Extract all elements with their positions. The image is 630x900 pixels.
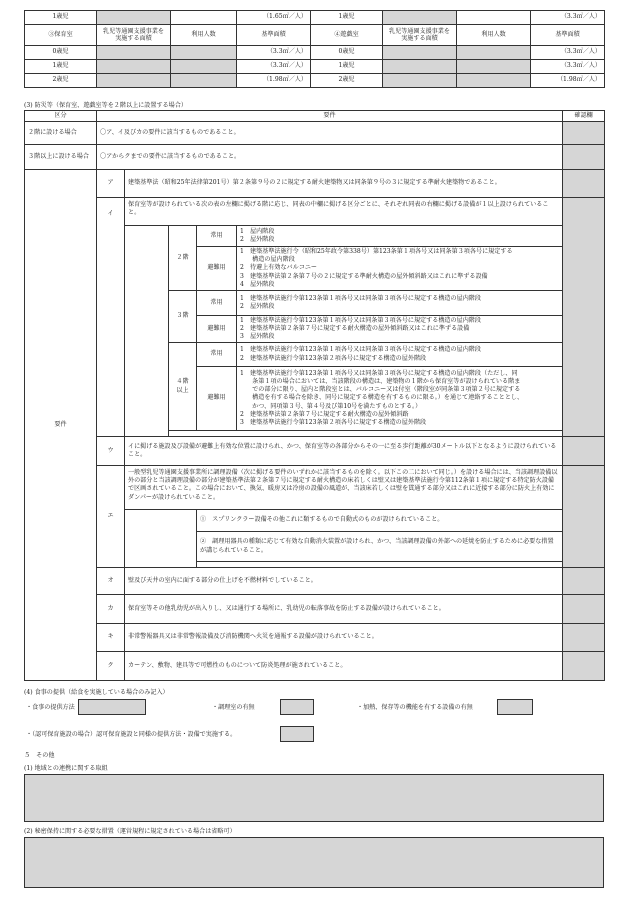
req-text-i: 保育室等が設けられている次の表の左欄に掲げる階に応じ、同表の中欄に掲げる区分ごとに、それぞれ同表の右欄に掲げる設備が１以上設けられていること。 (125, 198, 563, 226)
section-heading-meal: (4) 食事の提供（給食を実施している場合のみ記入） (24, 689, 169, 696)
floor-4-label: ４階 (176, 378, 189, 386)
confidentiality-heading: (2) 秘密保持に関する必要な措置（運営規程に規定されている場合は省略可） (24, 828, 236, 835)
support-area-input[interactable] (383, 60, 457, 74)
confidentiality-textarea[interactable] (24, 837, 604, 888)
kubun-hinan: 避難用 (197, 316, 237, 343)
room-header-hoikushitsu: ③保育室 (25, 25, 97, 46)
table-row (25, 60, 605, 74)
row-label: 0歳児 (25, 46, 97, 60)
row-label: 2歳児 (25, 74, 97, 88)
users-input[interactable] (457, 46, 531, 60)
equip-3f-regular: 1 建築基準法施行令第123条第１項各号又は同条第３項各号に規定する構造の屋内階段 2 屋外階段 (237, 291, 563, 316)
req-letter-ka: カ (97, 595, 125, 624)
req-letter-o: オ (97, 568, 125, 595)
users-header: 利用人数 (171, 25, 237, 46)
equip-4f-evac: 1 建築基準法施行令第123条第１項各号又は同条第３項各号に規定する構造の屋内階段（ただし、同 条第１項の場合においては、当該階段の構造は、建築物の１階から保育室等が設けられている階ま での部分に限り、屋内と階段室とは、バルコニー又は付室（階段室が同条第３項第２号に規定する 構造を有する場合を除き、同号に規定する構造を有するものに限る。）を通じて連絡することとし、 かつ、同項第３号、第４号及び第10号を満たすものとする。） 2 建築基準法第２条第７号に規定する耐火構造の屋外傾斜路 3 建築基準法施行令第123条第２項各号に規定する構造の屋外階段 (237, 367, 563, 431)
users-header: 利用人数 (457, 25, 531, 46)
check-cell[interactable] (563, 624, 605, 652)
table-row (25, 74, 605, 88)
check-cell[interactable] (563, 122, 605, 145)
req-text-e: 一般型乳児等通園支援事業所に調理設備（次に掲げる要件のいずれかに該当するものを除く。以下この二において同じ。）を設ける場合には、当該調理設備以外の部分と当該調理設備の部分が建築基準法第２条第７号に規定する耐火構造の床若しくは壁又は建築基準法施行令第112条第１項に規定する特定防火設備で区画されていること。この場合において、換気、暖房又は冷房の設備の風道が、当該床若しくは壁を貫通する部分又はこれに近接する部分に防火上有効にダンパーが設けられていること。 (125, 466, 563, 510)
check-cell[interactable] (563, 145, 605, 170)
std-area-value: （3.3㎡／人） (531, 46, 605, 60)
equip-4f-regular: 1 建築基準法施行令第123条第１項各号又は同条第３項各号に規定する構造の屋内階段 2 建築基準法施行令第123条第２項各号に規定する構造の屋外階段 (237, 343, 563, 367)
fire-safety-table (24, 110, 605, 681)
users-input[interactable] (457, 74, 531, 88)
support-area-input[interactable] (97, 46, 171, 60)
std-area-header: 基準面積 (237, 25, 311, 46)
meal-method-input[interactable] (78, 699, 146, 715)
row-label: 1歳児 (25, 11, 97, 25)
row-label: 1歳児 (311, 11, 383, 25)
users-input[interactable] (171, 60, 237, 74)
users-input[interactable] (171, 11, 237, 25)
support-area-input[interactable] (97, 11, 171, 25)
req-letter-a: ア (97, 170, 125, 198)
row-label-3f: ３階以上に設ける場合 (25, 145, 97, 170)
floor-3: ３階 (169, 291, 197, 343)
std-area-value: （3.3㎡／人） (237, 60, 311, 74)
row-label: 1歳児 (311, 60, 383, 74)
room-header-yugishitsu: ④遊戯室 (311, 25, 383, 46)
support-area-input[interactable] (97, 74, 171, 88)
heating-equipment-label: ・加熱、保存等の機能を有する設備の有無 (357, 704, 473, 711)
check-cell[interactable] (563, 568, 605, 595)
row-label: 1歳児 (25, 60, 97, 74)
check-cell[interactable] (563, 466, 605, 568)
cooking-room-input[interactable] (280, 699, 314, 715)
support-area-header: 乳児等通園支援事業を実施する面積 (383, 25, 457, 46)
std-area-value: （1.98㎡／人） (531, 74, 605, 88)
req-text-ka: 保育室等その他乳幼児が出入りし、又は通行する場所に、乳幼児の転落事故を防止する設備が設けられていること。 (125, 595, 563, 624)
row-label: 0歳児 (311, 46, 383, 60)
std-area-value: （3.3㎡／人） (237, 46, 311, 60)
floor-2: ２階 (169, 226, 197, 291)
floor-4-suffix: 以上 (176, 386, 189, 394)
req-letter-ku: ク (97, 652, 125, 681)
req-text-u: イに掲げる施設及び設備が避難上有効な位置に設けられ、かつ、保育室等の各部分からその一に至る歩行距離が30メートル以下となるように設けられていること。 (125, 437, 563, 466)
kubun-jouyou: 常用 (197, 343, 237, 367)
req-text-o: 壁及び天井の室内に面する部分の仕上げを不燃材料でしていること。 (125, 568, 563, 595)
col-header-requirement: 要件 (97, 111, 563, 122)
cooking-room-label: ・調理室の有無 (212, 704, 255, 711)
std-area-value: （3.3㎡／人） (531, 11, 605, 25)
std-area-value: （3.3㎡／人） (531, 60, 605, 74)
table-row (25, 46, 605, 60)
req-text-a: 建築基準法（昭和25年法律第201号）第２条第９号の２に規定する耐火建築物又は同条第９号の３に規定する準耐火建築物であること。 (125, 170, 563, 198)
community-textarea[interactable] (24, 774, 604, 822)
support-area-input[interactable] (383, 11, 457, 25)
requirements-label: 要件 (25, 170, 97, 681)
equip-3f-evac: 1 建築基準法施行令第123条第１項各号又は同条第３項各号に規定する構造の屋内階段 2 建築基準法第２条第７号に規定する耐火構造の屋外傾斜路又はこれに準ずる設備 3 屋外階段 (237, 316, 563, 343)
section-heading-fire: (3) 防災等（保育室、遊戯室等を２階以上に設置する場合） (24, 102, 187, 109)
req-letter-i: イ (97, 198, 125, 437)
users-input[interactable] (457, 60, 531, 74)
equip-2f-evac: 1 建築基準法施行令（昭和25年政令第338号）第123条第１項各号又は同条第３項各号に規定する 構造の屋内階段 2 待避上有効なバルコニー 3 建築基準法第２条第７号の２に規定する準耐火構造の屋外傾斜路又はこれに準ずる設備 4 屋外階段 (237, 247, 563, 291)
area-table (24, 10, 605, 88)
req-sub-e2: ② 調理用器具の種類に応じて有効な自動消火装置が設けられ、かつ、当該調理設備の外部への延焼を防止するために必要な措置が講じられていること。 (197, 532, 563, 562)
row-label-2f: ２階に設ける場合 (25, 122, 97, 145)
support-area-input[interactable] (383, 74, 457, 88)
users-input[interactable] (171, 46, 237, 60)
row-label: 2歳児 (311, 74, 383, 88)
heating-equipment-input[interactable] (497, 699, 533, 715)
support-area-input[interactable] (97, 60, 171, 74)
floor-4-plus (169, 343, 197, 431)
users-input[interactable] (171, 74, 237, 88)
nursery-method-label: ・（認可保育施設の場合）認可保育施設と同様の提供方法・設備で実施する。 (26, 731, 237, 738)
req-text-ki: 非常警報器具又は非常警報設備及び消防機関へ火災を通報する設備が設けられていること。 (125, 624, 563, 652)
req-sub-e1: ① スプリンクラー設備その他これに類するもので自動式のものが設けられていること。 (197, 510, 563, 532)
kubun-hinan: 避難用 (197, 367, 237, 431)
std-area-value: （1.65㎡／人） (237, 11, 311, 25)
community-heading: (1) 地域との連携に関する取組 (24, 765, 108, 772)
users-input[interactable] (457, 11, 531, 25)
req-text-ku: カーテン、敷物、建具等で可燃性のものについて防炎処理が施されていること。 (125, 652, 563, 681)
kubun-jouyou: 常用 (197, 226, 237, 247)
col-header-check: 確認欄 (563, 111, 605, 122)
equip-2f-regular: 1 屋内階段 2 屋外階段 (237, 226, 563, 247)
std-area-value: （1.98㎡／人） (237, 74, 311, 88)
req-letter-ki: キ (97, 624, 125, 652)
col-header-kubun: 区分 (25, 111, 97, 122)
check-cell[interactable] (563, 170, 605, 198)
check-cell[interactable] (563, 595, 605, 624)
support-area-input[interactable] (383, 46, 457, 60)
req-letter-e: エ (97, 466, 125, 568)
meal-method-label: ・食事の提供方法 (26, 704, 75, 711)
check-cell[interactable] (563, 652, 605, 681)
section-heading-other: ５ その他 (24, 752, 55, 759)
row-text-3f: 〇アからクまでの要件に該当するものであること。 (97, 145, 563, 170)
check-cell[interactable] (563, 198, 605, 437)
row-text-2f: 〇ア、イ及びカの要件に該当するものであること。 (97, 122, 563, 145)
kubun-jouyou: 常用 (197, 291, 237, 316)
std-area-header: 基準面積 (531, 25, 605, 46)
check-cell[interactable] (563, 437, 605, 466)
nursery-method-input[interactable] (280, 726, 314, 742)
req-letter-u: ウ (97, 437, 125, 466)
kubun-hinan: 避難用 (197, 247, 237, 291)
support-area-header: 乳児等通園支援事業を実施する面積 (97, 25, 171, 46)
